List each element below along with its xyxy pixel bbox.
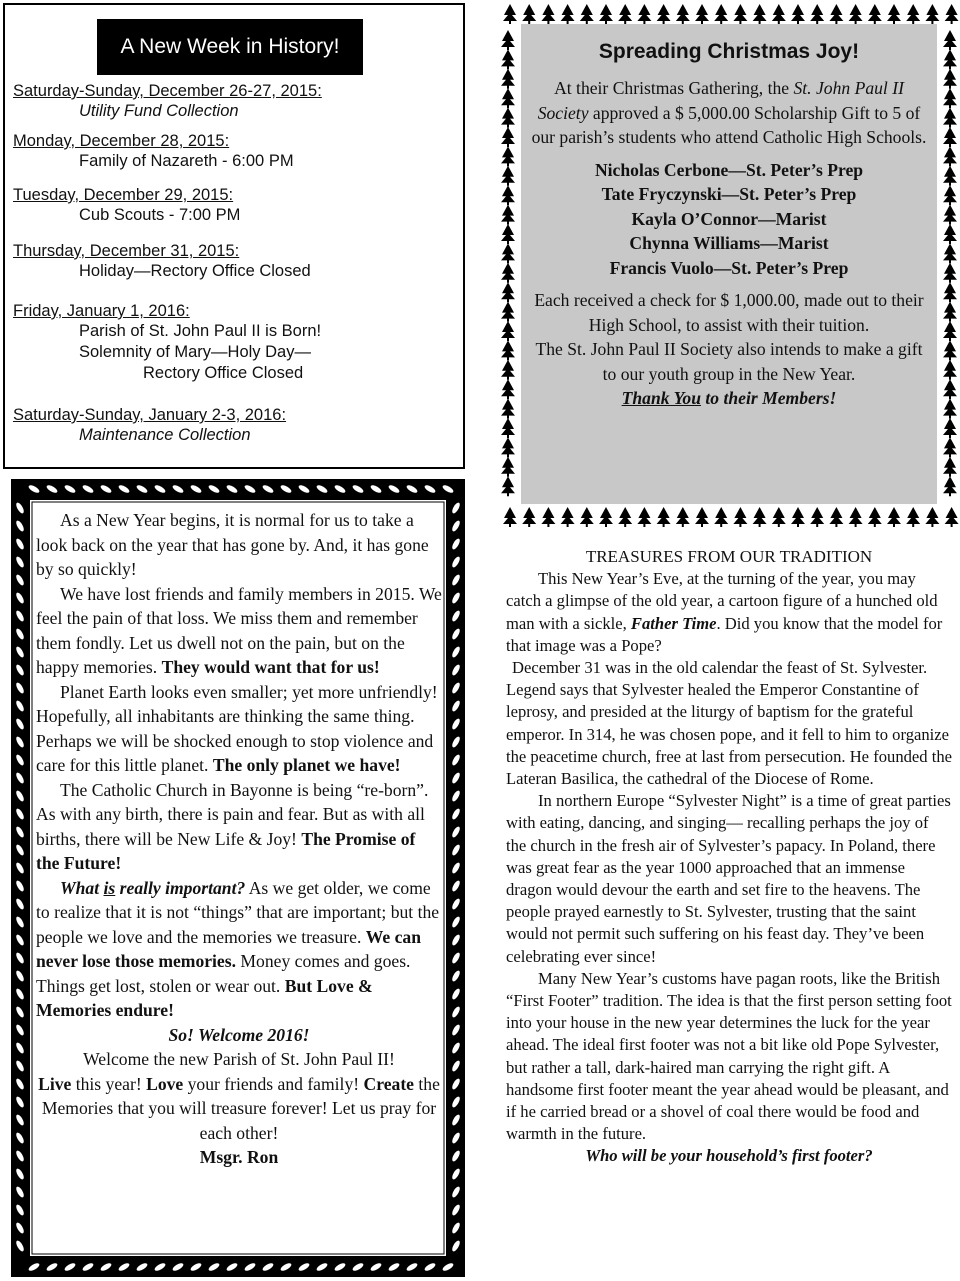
tree-icon [772, 507, 786, 527]
letter-emphasis: But Love & Memories endure! [36, 975, 373, 1020]
tree-icon [943, 49, 957, 69]
thanks-emphasis: Thank You [621, 388, 701, 408]
event-detail: Family of Nazareth - 6:00 PM [79, 152, 294, 170]
tree-icon [501, 88, 515, 108]
tree-icon [868, 507, 882, 527]
schedule-event [13, 301, 463, 384]
letter-emphasis: They would want that for us! [161, 657, 380, 677]
tree-icon [943, 340, 957, 360]
article-text: This New Year’s Eve, at the turning of the year, you may catch a glimpse of the old year, a cartoon figure of a hunched old man with a sickle, [506, 569, 938, 633]
tree-icon [501, 224, 515, 244]
pastor-letter-box [10, 478, 466, 1278]
tree-icon [618, 4, 632, 24]
intro-text: At their Christmas Gathering, the [554, 78, 794, 98]
letter-emphasis: Love [146, 1073, 184, 1094]
tree-icon [887, 507, 901, 527]
tree-icon [501, 263, 515, 283]
tree-icon [695, 507, 709, 527]
letter-text: As we get older, we come to realize that it is not “things” that are important; but the people we love and the memories we treasure. [36, 877, 440, 947]
tree-icon [943, 88, 957, 108]
letter-text: this year! [71, 1073, 147, 1094]
letter-welcome [36, 1023, 442, 1048]
article-paragraph: In northern Europe “Sylvester Night” is a time of great parties with eating, dancing, and singing— recalling perhaps the joy of the church in the fresh air of Sylvester’s papacy. In Poland, there was great fear as the year 1000 approached that an immense dragon would devour the earth and set fire to the heavens. The people prayed earnestly to St. Sylvester, trusting that the saint would not permit such suffering on his feast day. They’ve been celebrating ever since! [506, 791, 951, 966]
tree-icon [772, 4, 786, 24]
tree-icon [676, 507, 690, 527]
letter-body [36, 508, 442, 1170]
event-detail: Parish of St. John Paul II is Born! [79, 322, 322, 340]
article-title: TREASURES FROM OUR TRADITION [585, 547, 873, 566]
scholarship-panel [521, 24, 937, 504]
tree-icon [541, 507, 555, 527]
scholarship-youth: The St. John Paul II Society also intends to make a gift to our youth group in the New Year. [535, 339, 923, 384]
scholarship-check: Each received a check for $ 1,000.00, made out to their High School, to assist with their tuition. [534, 290, 924, 335]
tree-icon [943, 457, 957, 477]
letter-text: The Catholic Church in Bayonne is being “re-born”. As with any birth, there is pain and fear. But as with all births, there will be New Life & Joy! [36, 779, 429, 849]
schedule-box [3, 3, 465, 469]
tree-icon [791, 4, 805, 24]
tree-icon [943, 69, 957, 89]
letter-paragraph [36, 876, 442, 1023]
letter-emphasis: Live [38, 1073, 72, 1094]
tree-icon [943, 243, 957, 263]
tree-icon [501, 360, 515, 380]
event-date: Monday, December 28, 2015: [13, 132, 230, 150]
event-date: Friday, January 1, 2016: [13, 302, 190, 320]
society-name: St. John Paul II Society [537, 78, 904, 123]
tree-icon [657, 4, 671, 24]
tree-icon [906, 507, 920, 527]
tree-icon [695, 4, 709, 24]
tree-icon [943, 321, 957, 341]
tree-icon [501, 437, 515, 457]
event-date: Tuesday, December 29, 2015: [13, 186, 234, 204]
tree-icon [580, 4, 594, 24]
tree-icon [906, 4, 920, 24]
thanks-text: to their Members! [700, 388, 837, 408]
tree-icon [561, 507, 575, 527]
student-name: Tate Fryczynski—St. Peter’s Prep [601, 184, 857, 204]
tree-icon [925, 4, 939, 24]
schedule-event [13, 81, 463, 122]
article-paragraph [506, 568, 952, 657]
tree-icon [925, 507, 939, 527]
tree-icon [810, 507, 824, 527]
tree-icon [501, 30, 515, 50]
student-name: Francis Vuolo—St. Peter’s Prep [609, 257, 849, 278]
tree-icon [943, 205, 957, 225]
letter-emphasis: The Promise of the Future! [36, 828, 416, 873]
tree-icon [501, 243, 515, 263]
letter-text: Money comes and goes. Things get lost, stolen or wear out. [36, 951, 411, 996]
letter-emphasis: is [103, 877, 116, 898]
tree-icon [733, 507, 747, 527]
schedule-event [13, 131, 463, 172]
letter-paragraph [36, 778, 442, 876]
tree-icon [501, 166, 515, 186]
tree-icon [618, 507, 632, 527]
schedule-event [13, 185, 463, 226]
letter-paragraph [36, 680, 442, 778]
letter-emphasis: What [60, 877, 104, 898]
tree-icon [943, 30, 957, 50]
event-detail: Maintenance Collection [79, 426, 251, 444]
article-emphasis: Father Time [630, 613, 717, 633]
tree-icon [829, 507, 843, 527]
scholarship-thanks [527, 386, 931, 411]
article-paragraph: Many New Year’s customs have pagan roots, like the British “First Footer” tradition. The idea is that the first person setting foot into your house in the new year determines the luck for the year ahead. The ideal first footer was not a bit like old Pope Sylvester, but rather a tall, dark-haired man carrying the right gift. A handsome first footer meant the year ahead would be pleasant, and if he carried bread or a shovel of coal there would be food and warmth in the future. [506, 968, 952, 1144]
tree-icon [541, 4, 555, 24]
tree-icon [849, 4, 863, 24]
tree-icon [753, 507, 767, 527]
letter-emphasis: So! Welcome 2016! [168, 1024, 310, 1045]
signature-name: Msgr. Ron [199, 1147, 279, 1167]
tree-icon [522, 507, 536, 527]
tree-icon [943, 127, 957, 147]
letter-paragraph: Welcome the new Parish of St. John Paul II! [83, 1049, 395, 1069]
tree-icon [868, 4, 882, 24]
letter-text: the Memories that you will treasure forever! Let us pray for each other! [41, 1073, 440, 1143]
intro-text: approved a $ 5,000.00 Scholarship Gift to 5 of our parish’s students who attend Catholic High Schools. [531, 102, 927, 147]
tree-icon [943, 282, 957, 302]
event-date: Saturday-Sunday, January 2-3, 2016: [13, 406, 287, 424]
schedule-event [13, 241, 463, 282]
tree-icon [657, 507, 671, 527]
article-paragraph: December 31 was in the old calendar the feast of St. Sylvester. Legend says that Sylvester healed the Emperor Constantine of leprosy, and presided at the liturgy of baptism for the grateful emperor. In 314, he was chosen pope, and it fell to him to organize the peacetime church, free at last from persecution. He founded the Lateran Basilica, the cathedral of the Diocese of Rome. [506, 658, 952, 789]
tree-icon [501, 476, 515, 496]
article-emphasis: Who will be your household’s first footer? [585, 1146, 873, 1166]
scholarship-box [498, 0, 960, 530]
article-closing [506, 1145, 952, 1167]
event-detail: Solemnity of Mary—Holy Day— [79, 343, 311, 361]
tree-icon [676, 4, 690, 24]
tree-icon [810, 4, 824, 24]
letter-text: your friends and family! [183, 1073, 364, 1094]
tree-icon [943, 476, 957, 496]
tree-icon [943, 166, 957, 186]
letter-paragraph: As a New Year begins, it is normal for us to take a look back on the year that has gone by. And, it has gone by so quickly! [36, 510, 429, 579]
tree-icon [561, 4, 575, 24]
tree-icon [637, 4, 651, 24]
tree-icon [501, 205, 515, 225]
event-detail: Utility Fund Collection [79, 102, 239, 120]
tree-icon [501, 321, 515, 341]
scholarship-title: Spreading Christmas Joy! [598, 40, 860, 63]
tree-icon [501, 108, 515, 128]
tree-icon [829, 4, 843, 24]
letter-text: We have lost friends and family members in 2015. We feel the pain of that loss. We miss them and remember them fondly. Let us dwell not on the pain, but on the happy memories. [36, 583, 442, 677]
letter-text: Planet Earth looks even smaller; yet more unfriendly! Hopefully, all inhabitants are thinking the same thing. Perhaps we will be shocked enough to stop violence and care for this little planet. [36, 681, 438, 775]
tree-icon [943, 146, 957, 166]
tree-icon [943, 379, 957, 399]
tree-icon [501, 302, 515, 322]
tree-icon [714, 4, 728, 24]
tree-icon [943, 399, 957, 419]
event-detail: Holiday—Rectory Office Closed [79, 262, 311, 280]
student-name: Kayla O’Connor—Marist [631, 208, 827, 229]
tree-icon [501, 457, 515, 477]
tree-icon [943, 224, 957, 244]
letter-paragraph [36, 582, 442, 680]
tree-icon [791, 507, 805, 527]
tree-icon [733, 4, 747, 24]
tree-icon [501, 127, 515, 147]
tree-icon [599, 507, 613, 527]
tree-icon [501, 340, 515, 360]
tree-icon [887, 4, 901, 24]
tree-icon [945, 507, 959, 527]
tree-icon [943, 437, 957, 457]
tree-icon [503, 507, 517, 527]
tradition-article [506, 546, 952, 1168]
tree-icon [501, 282, 515, 302]
tree-icon [501, 418, 515, 438]
tree-icon [637, 507, 651, 527]
tree-icon [849, 507, 863, 527]
tree-icon [501, 69, 515, 89]
letter-emphasis: We can never lose those memories. [36, 926, 421, 971]
tree-icon [943, 418, 957, 438]
student-name: Nicholas Cerbone—St. Peter’s Prep [594, 159, 864, 180]
tree-icon [501, 49, 515, 69]
event-date: Thursday, December 31, 2015: [13, 242, 240, 260]
schedule-event [13, 405, 463, 446]
article-text: . Did you know that the model for that image was a Pope? [506, 613, 943, 655]
tree-icon [943, 108, 957, 128]
tree-icon [503, 4, 517, 24]
event-detail: Cub Scouts - 7:00 PM [79, 206, 241, 224]
scholarship-body [527, 76, 931, 411]
tree-icon [943, 302, 957, 322]
tree-icon [501, 146, 515, 166]
letter-emphasis: Create [363, 1073, 414, 1094]
tree-icon [753, 4, 767, 24]
event-date: Saturday-Sunday, December 26-27, 2015: [13, 82, 322, 100]
scholarship-intro [527, 76, 931, 150]
tree-icon [501, 185, 515, 205]
tree-icon [501, 379, 515, 399]
tree-icon [501, 399, 515, 419]
tree-icon [580, 507, 594, 527]
schedule-title: A New Week in History! [97, 19, 363, 75]
event-detail: Rectory Office Closed [143, 364, 304, 382]
tree-icon [943, 263, 957, 283]
letter-emphasis: really important? [115, 877, 246, 898]
tree-icon [943, 185, 957, 205]
letter-signature [36, 1145, 442, 1170]
tree-icon [522, 4, 536, 24]
tree-icon [943, 360, 957, 380]
student-name: Chynna Williams—Marist [629, 233, 829, 253]
letter-emphasis: The only planet we have! [212, 755, 401, 775]
tree-icon [945, 4, 959, 24]
tree-icon [714, 507, 728, 527]
letter-paragraph [36, 1072, 442, 1146]
tree-icon [599, 4, 613, 24]
